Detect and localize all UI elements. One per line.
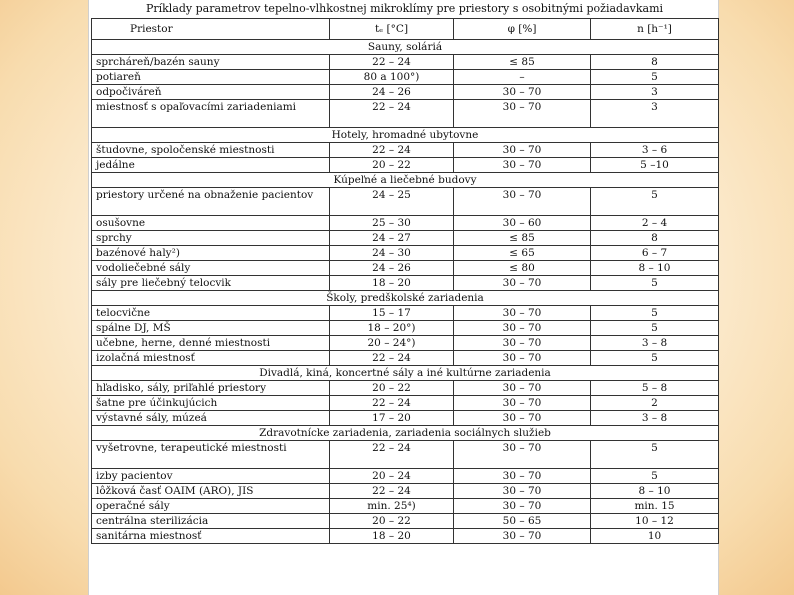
table-row [92,336,719,351]
section-row [92,40,719,55]
temperature-cell: min. 25⁴) [330,499,454,514]
air-exchange-cell: 5 [591,306,719,321]
air-exchange-cell: 5 [591,469,719,484]
air-exchange-cell: 3 – 6 [591,143,719,158]
air-exchange-cell: 5 [591,188,719,216]
temperature-cell: 24 – 27 [330,231,454,246]
air-exchange-cell: 8 – 10 [591,484,719,499]
room-cell: bazénové haly²) [92,246,330,261]
humidity-cell: 30 – 70 [454,158,591,173]
air-exchange-cell: 5 – 8 [591,381,719,396]
section-row [92,291,719,306]
room-cell: priestory určené na obnaženie pacientov [92,188,330,216]
air-exchange-cell: 3 [591,85,719,100]
room-cell: centrálna sterilizácia [92,514,330,529]
header-row [92,19,719,40]
air-exchange-cell: 5 [591,441,719,469]
room-cell: vyšetrovne, terapeutické miestnosti [92,441,330,469]
room-cell: odpočiváreň [92,85,330,100]
temperature-cell: 17 – 20 [330,411,454,426]
room-cell: vodoliečebné sály [92,261,330,276]
temperature-cell: 22 – 24 [330,100,454,128]
room-cell: potiareň [92,70,330,85]
table-row [92,216,719,231]
room-cell: sprcháreň/bazén sauny [92,55,330,70]
humidity-cell: 30 – 70 [454,469,591,484]
air-exchange-cell: 5 [591,321,719,336]
temperature-cell: 22 – 24 [330,396,454,411]
table-row [92,188,719,216]
table-row [92,70,719,85]
temperature-cell: 22 – 24 [330,484,454,499]
humidity-cell: 30 – 70 [454,100,591,128]
section-title: Divadlá, kiná, koncertné sály a iné kultúrne zariadenia [92,366,719,381]
table-row [92,499,719,514]
table-row [92,85,719,100]
air-exchange-cell: 2 [591,396,719,411]
humidity-cell: 50 – 65 [454,514,591,529]
section-title: Hotely, hromadné ubytovne [92,128,719,143]
temperature-cell: 20 – 24°) [330,336,454,351]
section-row [92,426,719,441]
humidity-cell: ≤ 80 [454,261,591,276]
room-cell: lôžková časť OAIM (ARO), JIS [92,484,330,499]
humidity-cell: 30 – 70 [454,143,591,158]
temperature-cell: 20 – 22 [330,158,454,173]
table-row [92,246,719,261]
table-row [92,158,719,173]
humidity-cell: ≤ 85 [454,55,591,70]
table-row [92,55,719,70]
temperature-cell: 20 – 22 [330,381,454,396]
room-cell: jedálne [92,158,330,173]
section-title: Kúpeľné a liečebné budovy [92,173,719,188]
temperature-cell: 18 – 20 [330,276,454,291]
table-row [92,261,719,276]
humidity-cell: 30 – 70 [454,321,591,336]
humidity-cell: 30 – 70 [454,336,591,351]
section-title: Sauny, soláriá [92,40,719,55]
humidity-cell: 30 – 70 [454,441,591,469]
humidity-cell: 30 – 70 [454,351,591,366]
humidity-cell: 30 – 70 [454,381,591,396]
table-row [92,276,719,291]
room-cell: miestnosť s opaľovacími zariadeniami [92,100,330,128]
table-row [92,100,719,128]
humidity-cell: 30 – 70 [454,188,591,216]
section-title: Zdravotnícke zariadenia, zariadenia sociálnych služieb [92,426,719,441]
humidity-cell: 30 – 60 [454,216,591,231]
room-cell: izolačná miestnosť [92,351,330,366]
room-cell: študovne, spoločenské miestnosti [92,143,330,158]
air-exchange-cell: min. 15 [591,499,719,514]
room-cell: telocvične [92,306,330,321]
air-exchange-cell: 5 [591,351,719,366]
humidity-cell: 30 – 70 [454,499,591,514]
humidity-cell: 30 – 70 [454,529,591,544]
table-title: Príklady parametrov tepelno-vlhkostnej mikroklímy pre priestory s osobitnými požiadavkami [145,2,664,15]
air-exchange-cell: 5 –10 [591,158,719,173]
room-cell: spálne DJ, MŠ [92,321,330,336]
table-row [92,381,719,396]
header-air-exchange: n [h⁻¹] [591,19,719,40]
humidity-cell: 30 – 70 [454,411,591,426]
air-exchange-cell: 10 [591,529,719,544]
air-exchange-cell: 3 – 8 [591,336,719,351]
humidity-cell: ≤ 85 [454,231,591,246]
section-title: Školy, predškolské zariadenia [92,291,719,306]
humidity-cell: 30 – 70 [454,306,591,321]
document-sheet [88,0,719,595]
room-cell: sprchy [92,231,330,246]
air-exchange-cell: 10 – 12 [591,514,719,529]
air-exchange-cell: 3 – 8 [591,411,719,426]
humidity-cell: ≤ 65 [454,246,591,261]
temperature-cell: 20 – 24 [330,469,454,484]
temperature-cell: 24 – 26 [330,261,454,276]
humidity-cell: 30 – 70 [454,85,591,100]
air-exchange-cell: 3 [591,100,719,128]
table-row [92,306,719,321]
temperature-cell: 24 – 25 [330,188,454,216]
table-row [92,529,719,544]
temperature-cell: 18 – 20 [330,529,454,544]
air-exchange-cell: 8 [591,55,719,70]
air-exchange-cell: 2 – 4 [591,216,719,231]
room-cell: sanitárna miestnosť [92,529,330,544]
room-cell: izby pacientov [92,469,330,484]
temperature-cell: 22 – 24 [330,143,454,158]
room-cell: šatne pre účinkujúcich [92,396,330,411]
room-cell: osušovne [92,216,330,231]
temperature-cell: 22 – 24 [330,55,454,70]
header-room: Priestor [92,19,330,40]
temperature-cell: 20 – 22 [330,514,454,529]
humidity-cell: – [454,70,591,85]
table-row [92,441,719,469]
room-cell: hľadisko, sály, priľahlé priestory [92,381,330,396]
section-row [92,173,719,188]
temperature-cell: 22 – 24 [330,441,454,469]
table-row [92,231,719,246]
table-row [92,321,719,336]
temperature-cell: 18 – 20°) [330,321,454,336]
air-exchange-cell: 6 – 7 [591,246,719,261]
temperature-cell: 22 – 24 [330,351,454,366]
temperature-cell: 80 a 100°) [330,70,454,85]
room-cell: sály pre liečebný telocvik [92,276,330,291]
section-row [92,366,719,381]
table-row [92,396,719,411]
table-row [92,143,719,158]
room-cell: učebne, herne, denné miestnosti [92,336,330,351]
temperature-cell: 24 – 26 [330,85,454,100]
table-row [92,351,719,366]
header-temperature: tₑ [°C] [330,19,454,40]
air-exchange-cell: 8 – 10 [591,261,719,276]
air-exchange-cell: 8 [591,231,719,246]
table-row [92,514,719,529]
section-row [92,128,719,143]
humidity-cell: 30 – 70 [454,276,591,291]
room-cell: operačné sály [92,499,330,514]
temperature-cell: 25 – 30 [330,216,454,231]
humidity-cell: 30 – 70 [454,484,591,499]
microclimate-table [91,18,719,544]
humidity-cell: 30 – 70 [454,396,591,411]
room-cell: výstavné sály, múzeá [92,411,330,426]
table-row [92,469,719,484]
air-exchange-cell: 5 [591,276,719,291]
header-humidity: φ [%] [454,19,591,40]
table-row [92,484,719,499]
temperature-cell: 24 – 30 [330,246,454,261]
temperature-cell: 15 – 17 [330,306,454,321]
air-exchange-cell: 5 [591,70,719,85]
table-row [92,411,719,426]
